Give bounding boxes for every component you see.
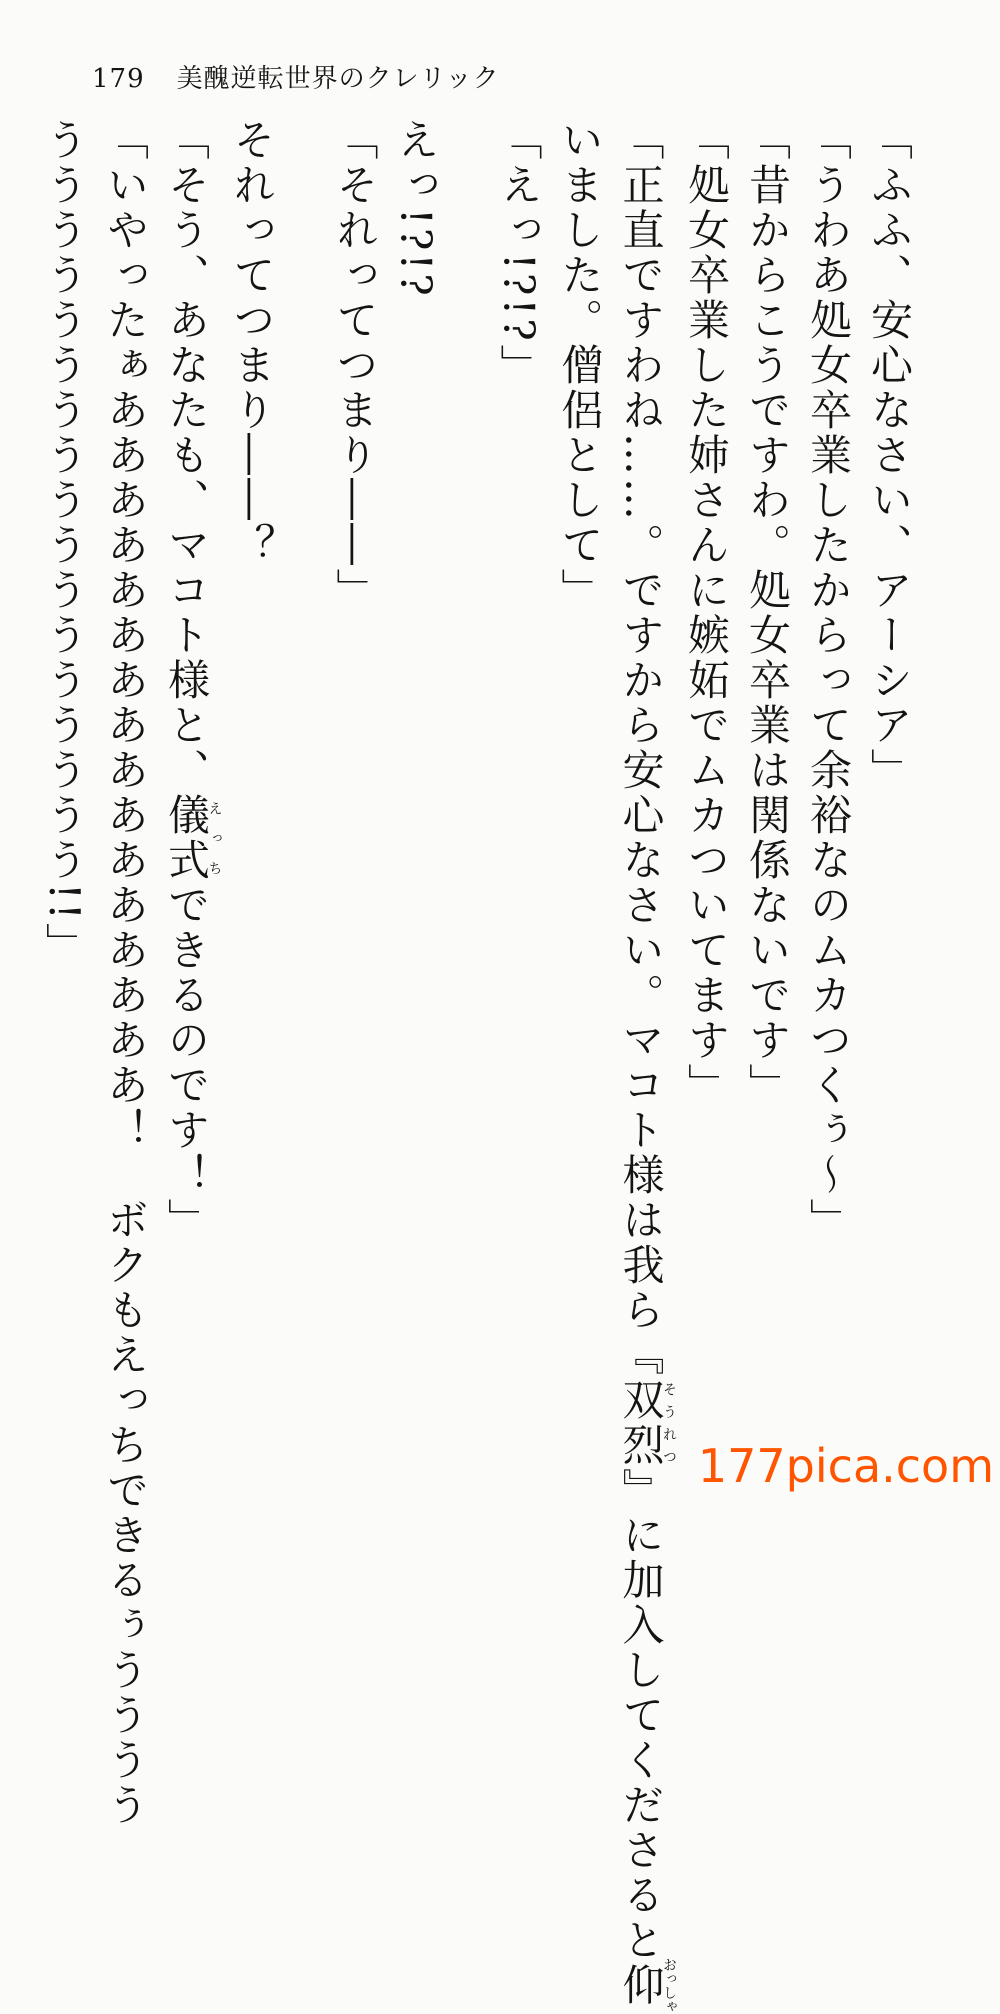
text-segment: ううううううううううううううううう!!」 bbox=[40, 118, 89, 968]
text-segment: 「ふふ、安心なさい、アーシア」 bbox=[865, 118, 914, 793]
ruby-annotation bbox=[162, 793, 223, 883]
text-line bbox=[34, 118, 95, 1428]
text-line bbox=[156, 118, 222, 1428]
text-line bbox=[737, 118, 798, 1428]
ruby-base: 仰 bbox=[616, 1957, 666, 2014]
text-segment: 「処女卒業した姉さんに嫉妬でムカついてます」 bbox=[682, 118, 731, 1108]
ruby-base: 双烈 bbox=[616, 1378, 666, 1468]
text-segment: 「そう、あなたも、マコト様と、 bbox=[162, 118, 211, 793]
text-segment: それってつまり――？ bbox=[227, 118, 277, 568]
text-segment: 「昔からこうですわ。処女卒業は関係ないです」 bbox=[743, 118, 792, 1108]
text-segment: 「正直ですわね……。ですから安心なさい。マコト様は我ら『 bbox=[616, 118, 666, 1378]
ruby-annotation bbox=[616, 1378, 677, 1468]
site-watermark: 177pica.com bbox=[697, 1439, 994, 1493]
text-line bbox=[798, 118, 859, 1428]
ruby-reading: そうれつ bbox=[661, 1378, 677, 1468]
text-line bbox=[859, 118, 920, 1428]
text-line bbox=[611, 118, 677, 2014]
running-header bbox=[92, 58, 500, 95]
text-line bbox=[386, 118, 489, 1428]
text-line bbox=[325, 118, 386, 1428]
text-segment: 「それってつまり――」 bbox=[330, 118, 380, 613]
text-line bbox=[222, 118, 325, 1428]
text-segment: えっ!?!? bbox=[391, 118, 441, 299]
text-line bbox=[95, 118, 156, 1828]
ruby-annotation bbox=[616, 1957, 677, 2014]
ruby-reading: えっち bbox=[206, 793, 223, 883]
ruby-reading: おっしゃ bbox=[661, 1957, 677, 2014]
text-segment: いました。僧侶として」 bbox=[555, 118, 605, 613]
text-line bbox=[550, 118, 611, 1428]
text-segment: 「えっ!?!?」 bbox=[494, 118, 544, 389]
text-segment: 』に加入してくださると bbox=[616, 1468, 666, 1963]
text-segment: 「うわあ処女卒業したからって余裕なのムカつくぅ～」 bbox=[804, 118, 853, 1243]
text-line bbox=[0, 118, 34, 1428]
text-segment: 「いやったぁああああああああああああああああ！ ボクもえっちできるぅうううう bbox=[101, 118, 150, 1828]
book-title: 美醜逆転世界のクレリック bbox=[176, 64, 500, 94]
text-segment: できるのです！」 bbox=[162, 883, 211, 1243]
text-line bbox=[489, 118, 550, 1428]
ruby-base: 儀式 bbox=[162, 793, 211, 883]
page-number: 179 bbox=[92, 64, 145, 94]
text-line bbox=[676, 118, 737, 1428]
